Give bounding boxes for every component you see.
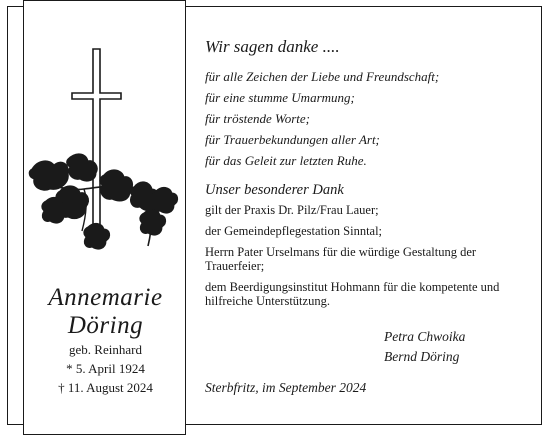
memorial-panel bbox=[23, 0, 186, 435]
death-date: † 11. August 2024 bbox=[58, 380, 153, 395]
thanks-heading: Wir sagen danke .... bbox=[205, 37, 340, 56]
ivy-leaves-icon bbox=[29, 154, 177, 249]
signer-name: Bernd Döring bbox=[384, 349, 460, 364]
deceased-first-name: Annemarie bbox=[48, 284, 163, 311]
list-item: gilt der Praxis Dr. Pilz/Frau Lauer; bbox=[205, 203, 379, 217]
special-thanks-heading: Unser besonderer Dank bbox=[205, 182, 344, 198]
list-item: für eine stumme Umarmung; bbox=[205, 90, 355, 105]
list-item: der Gemeindepflegestation Sinntal; bbox=[205, 224, 383, 238]
deceased-last-name: Döring bbox=[67, 312, 144, 339]
special-thanks-list bbox=[205, 203, 535, 308]
list-item: für das Geleit zur letzten Ruhe. bbox=[205, 153, 367, 168]
signatures bbox=[384, 327, 465, 367]
cross-with-ivy-icon bbox=[24, 41, 187, 271]
place-and-date: Sterbfritz, im September 2024 bbox=[205, 380, 367, 395]
list-item: dem Beerdigungsinstitut Hohmann für die kompetente und hilfreiche Unterstützung. bbox=[205, 280, 500, 308]
thanks-text bbox=[205, 36, 535, 315]
list-item: für alle Zeichen der Liebe und Freundschaft; bbox=[205, 69, 440, 84]
thanks-list bbox=[205, 66, 535, 171]
maiden-name: geb. Reinhard bbox=[69, 342, 142, 357]
list-item: für tröstende Worte; bbox=[205, 111, 310, 126]
list-item: für Trauerbekundungen aller Art; bbox=[205, 132, 380, 147]
birth-date: * 5. April 1924 bbox=[66, 361, 145, 376]
deceased-info bbox=[24, 284, 187, 397]
signer-name: Petra Chwoika bbox=[384, 329, 466, 344]
list-item: Herrn Pater Urselmans für die würdige Gestaltung der Trauerfeier; bbox=[205, 245, 477, 273]
